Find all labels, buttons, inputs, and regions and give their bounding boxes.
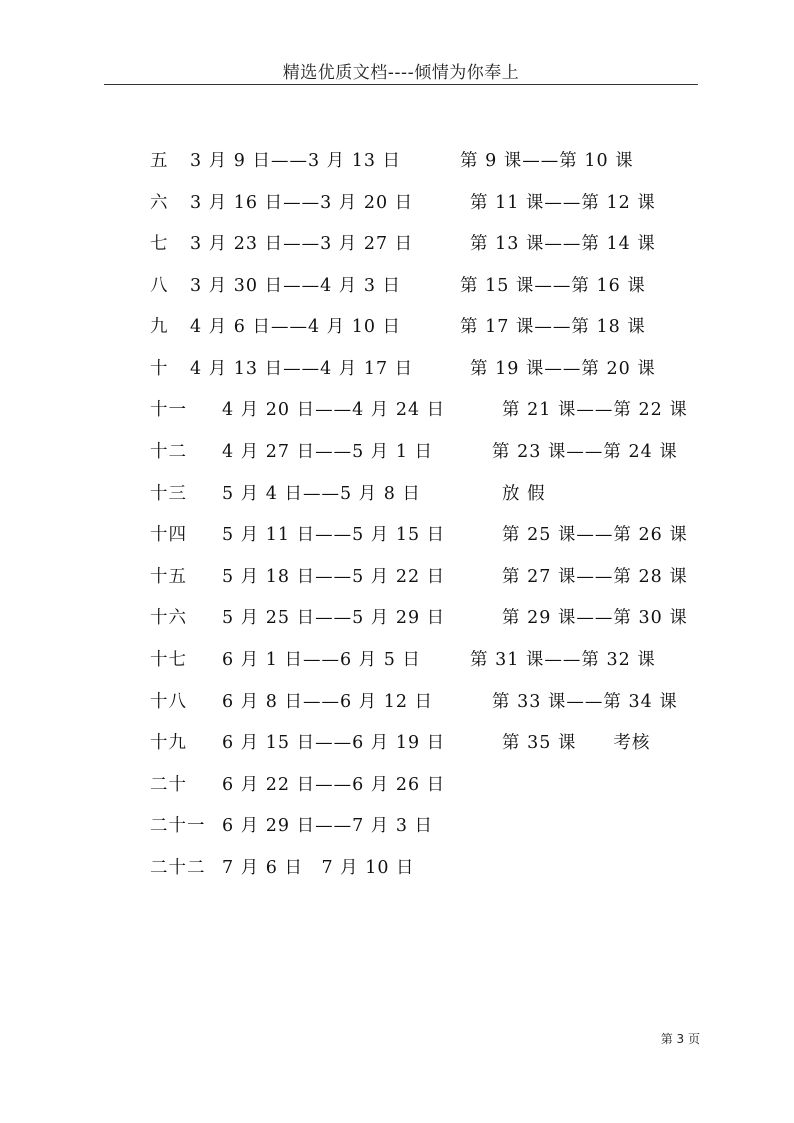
date-range: 4 月 6 日——4 月 10 日 [190,317,402,337]
date-range: 3 月 9 日——3 月 13 日 [190,151,402,171]
week-label: 二十二 [150,858,206,878]
date-range: 6 月 22 日——6 月 26 日 [222,775,446,795]
week-label: 八 [150,276,169,296]
lesson-range: 放 假 [502,484,546,504]
schedule-row [0,645,794,675]
page-header-title: 精选优质文档----倾情为你奉上 [282,63,520,83]
lesson-range: 第 29 课——第 30 课 [502,608,688,628]
schedule-row [0,146,794,176]
week-label: 六 [150,193,169,213]
schedule-row [0,770,794,800]
week-label: 十八 [150,692,187,712]
schedule-row [0,479,794,509]
date-range: 6 月 8 日——6 月 12 日 [222,692,434,712]
schedule-row [0,687,794,717]
schedule-row [0,354,794,384]
date-range: 6 月 15 日——6 月 19 日 [222,733,446,753]
page-number: 第 3 页 [660,1032,700,1046]
lesson-range: 第 31 课——第 32 课 [470,650,656,670]
lesson-range: 第 13 课——第 14 课 [470,234,656,254]
lesson-range: 第 35 课 考核 [502,733,651,753]
week-label: 十五 [150,567,187,587]
week-label: 十三 [150,484,187,504]
date-range: 7 月 6 日 7 月 10 日 [222,858,415,878]
week-label: 七 [150,234,169,254]
lesson-range: 第 25 课——第 26 课 [502,525,688,545]
date-range: 5 月 4 日——5 月 8 日 [222,484,421,504]
schedule-row [0,811,794,841]
schedule-row [0,853,794,883]
schedule-row [0,395,794,425]
lesson-range: 第 27 课——第 28 课 [502,567,688,587]
schedule-row [0,437,794,467]
date-range: 6 月 29 日——7 月 3 日 [222,816,434,836]
date-range: 6 月 1 日——6 月 5 日 [222,650,421,670]
date-range: 4 月 20 日——4 月 24 日 [222,400,446,420]
week-label: 十二 [150,442,187,462]
schedule-row [0,271,794,301]
schedule-row [0,520,794,550]
date-range: 5 月 25 日——5 月 29 日 [222,608,446,628]
lesson-range: 第 21 课——第 22 课 [502,400,688,420]
date-range: 4 月 13 日——4 月 17 日 [190,359,414,379]
week-label: 九 [150,317,169,337]
lesson-range: 第 19 课——第 20 课 [470,359,656,379]
week-label: 十四 [150,525,187,545]
schedule-row [0,562,794,592]
week-label: 五 [150,151,169,171]
schedule-row [0,728,794,758]
lesson-range: 第 15 课——第 16 课 [460,276,646,296]
lesson-range: 第 23 课——第 24 课 [492,442,678,462]
schedule-row [0,603,794,633]
schedule-row [0,312,794,342]
date-range: 3 月 23 日——3 月 27 日 [190,234,414,254]
week-label: 十九 [150,733,187,753]
schedule-row [0,229,794,259]
week-label: 十六 [150,608,187,628]
lesson-range: 第 17 课——第 18 课 [460,317,646,337]
lesson-range: 第 11 课——第 12 课 [470,193,656,213]
lesson-range: 第 9 课——第 10 课 [460,151,634,171]
week-label: 二十 [150,775,187,795]
lesson-range: 第 33 课——第 34 课 [492,692,678,712]
date-range: 3 月 16 日——3 月 20 日 [190,193,414,213]
week-label: 十七 [150,650,187,670]
date-range: 5 月 18 日——5 月 22 日 [222,567,446,587]
date-range: 4 月 27 日——5 月 1 日 [222,442,434,462]
date-range: 3 月 30 日——4 月 3 日 [190,276,402,296]
week-label: 二十一 [150,816,206,836]
week-label: 十一 [150,400,187,420]
schedule-row [0,188,794,218]
date-range: 5 月 11 日——5 月 15 日 [222,525,446,545]
week-label: 十 [150,359,169,379]
